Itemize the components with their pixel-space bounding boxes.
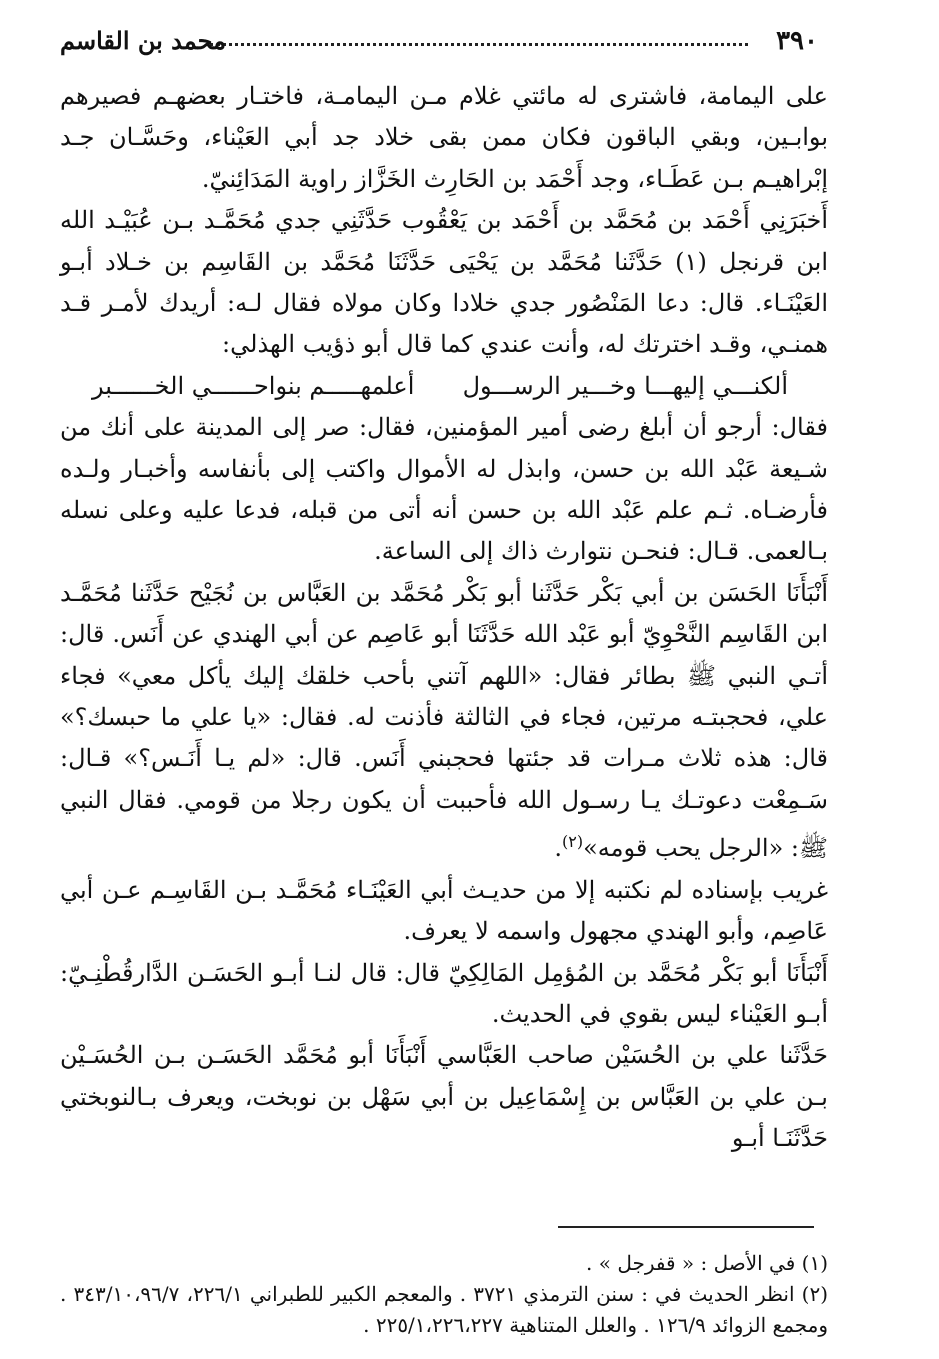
paragraph-7: حَدَّثَنا علي بن الحُسَيْن صاحب العَبَّاسي أَنْبَأَنَا أبو مُحَمَّد الحَسَـن بـن الحُسَـيْن بـن علي بن العَبَّاس بن إِسْمَاعِيل بن أبي سَهْل بن نوبخت، ويعرف بـالنوبختي حَدَّثَنَـا أبـو xyxy=(60,1041,828,1153)
footnote-2: (٢) انظر الحديث في : سنن الترمذي ٣٧٢١ . والمعجم الكبير للطبراني ٢٢٦/١، ٣٤٣/١٠،٩٦/٧ . ومجمع الزوائد ١٢٦/٩ . والعلل المتناهية ٢٢٥/١،٢٢٦،٢٢٧ . xyxy=(60,1282,829,1337)
verse-second-hemistich: أعلمهـــــم بنواحــــــي الخــــــبر xyxy=(92,371,415,400)
running-title: محمد بن القاسم xyxy=(60,26,226,55)
footnote-separator xyxy=(558,1226,814,1228)
page-number: ٣٩٠ xyxy=(776,26,818,56)
footnote-1: (١) في الأصل : « قفرجل » . xyxy=(586,1251,828,1275)
paragraph-2: أَخبَرَنِي أَحْمَد بن مُحَمَّد بن أَحْمَد بن يَعْقُوب حَدَّثَنِي جدي مُحَمَّـد بـن عُبَيْـد الله ابن قرنجل (١) حَدَّثَنا مُحَمَّد بن يَحْيَى حَدَّثَنَا مُحَمَّد بن القَاسِم بن خـلاد أبـو العَيْنَـاء. قال: دعا المَنْصُور جدي خلادا وكان مولاه فقال لـه: أريدك لأمـر قـد همنـي، وقـد اخترتك له، وأنت عندي كما قال أبو ذؤيب الهذلي: xyxy=(60,206,828,359)
poetry-verse xyxy=(60,366,828,407)
running-head xyxy=(60,20,828,62)
paragraph-3: فقال: أرجو أن أبلغ رضى أمير المؤمنين، فقال: صر إلى المدينة على أنك من شـيعة عَبْد الله بن حسن، وابذل له الأموال واكتب إلى بأنفاسه وأخبـار ولـده فأرضـاه. ثـم علم عَبْد الله بن حسن أنه أتى من قبله، فدعا عليه وعلى نسله بـالعمى. قـال: فنحـن نتوارث ذاك إلى الساعة. xyxy=(60,413,828,566)
footnote-marker-2: (٢) xyxy=(562,832,584,852)
paragraph-5: غريب بإسناده لم نكتبه إلا من حديـث أبي العَيْنَـاء مُحَمَّـد بـن القَاسِـم عـن أبي عَاصِم، وأبو الهندي مجهول واسمه لا يعرف. xyxy=(60,875,828,946)
paragraph-4-text: أَنْبَأَنَا الحَسَن بن أبي بَكْر حَدَّثَنا أبو بَكْر مُحَمَّد بن العَبَّاس بن نُجَيْح حَدَّثَنا مُحَمَّـد ابن القَاسِم النَّحْوِيّ أبو عَبْد الله حَدَّثَنَا أبو عَاصِم عن أبي الهندي عن أَنَس. قال: أتـي النبي ﷺ بطائر فقال: «اللهم آتني بأحب خلقك إليك يأكل معي» فجاء علي، فحجبتـه مرتين، فجاء في الثالثة فأذنت له. فقال: «يا علي ما حبسك؟» قال: هذه ثلاث مـرات قد جئتها فحجبني أَنَس. قال: «لم يـا أَنَـس؟» قـال: سَـمِعْت دعوتـك يـا رسـول الله فأحببت أن يكون رجلا من قومي. فقال النبي ﷺ: «الرجل يحب قومه» xyxy=(60,578,828,863)
paragraph-6: أَنْبَأَنَا أبو بَكْر مُحَمَّد بن المُؤمِل المَالِكِيّ قال: قال لنـا أبـو الحَسَـن الدَّارقُطْنِـيّ: أبـو العَيْناء ليس بقوي في الحديث. xyxy=(60,958,828,1028)
main-text xyxy=(60,76,828,1160)
book-page xyxy=(60,20,828,1340)
dot-leader xyxy=(210,43,748,46)
verse-first-hemistich: ألكنـــي إليهـــا وخـــير الرســـول xyxy=(462,371,788,400)
footnotes xyxy=(60,1248,828,1341)
paragraph-4: أَنْبَأَنَا الحَسَن بن أبي بَكْر حَدَّثَنا أبو بَكْر مُحَمَّد بن العَبَّاس بن نُجَيْح حَدَّثَنا مُحَمَّـد ابن القَاسِم النَّحْوِيّ أبو عَبْد الله حَدَّثَنَا أبو عَاصِم عن أبي الهندي عن أَنَس. قال: أتـي النبي ﷺ بطائر فقال: «اللهم آتني بأحب خلقك إليك يأكل معي» فجاء علي، فحجبتـه مرتين، فجاء في الثالثة فأذنت له. فقال: «يا علي ما حبسك؟» قال: هذه ثلاث مـرات قد جئتها فحجبني أَنَس. قال: «لم يـا أَنَـس؟» قـال: سَـمِعْت دعوتـك يـا رسـول الله فأحببت أن يكون رجلا من قومي. فقال النبي ﷺ: «الرجل يحب قومه»$^{(٢)}$. xyxy=(60,578,828,863)
paragraph-1: على اليمامة، فاشترى له مائتي غلام مـن اليمامـة، فاختـار بعضهـم فصيرهم بوابـين، وبقي الباقون فكان ممن بقى خلاد جد أبي العَيْناء، وحَسَّـان جـد إبْراهيـم بـن عَطَـاء، وجد أَحْمَد بن الحَارِث الخَزَّاز راوية المَدَائِنيّ. xyxy=(60,82,828,193)
